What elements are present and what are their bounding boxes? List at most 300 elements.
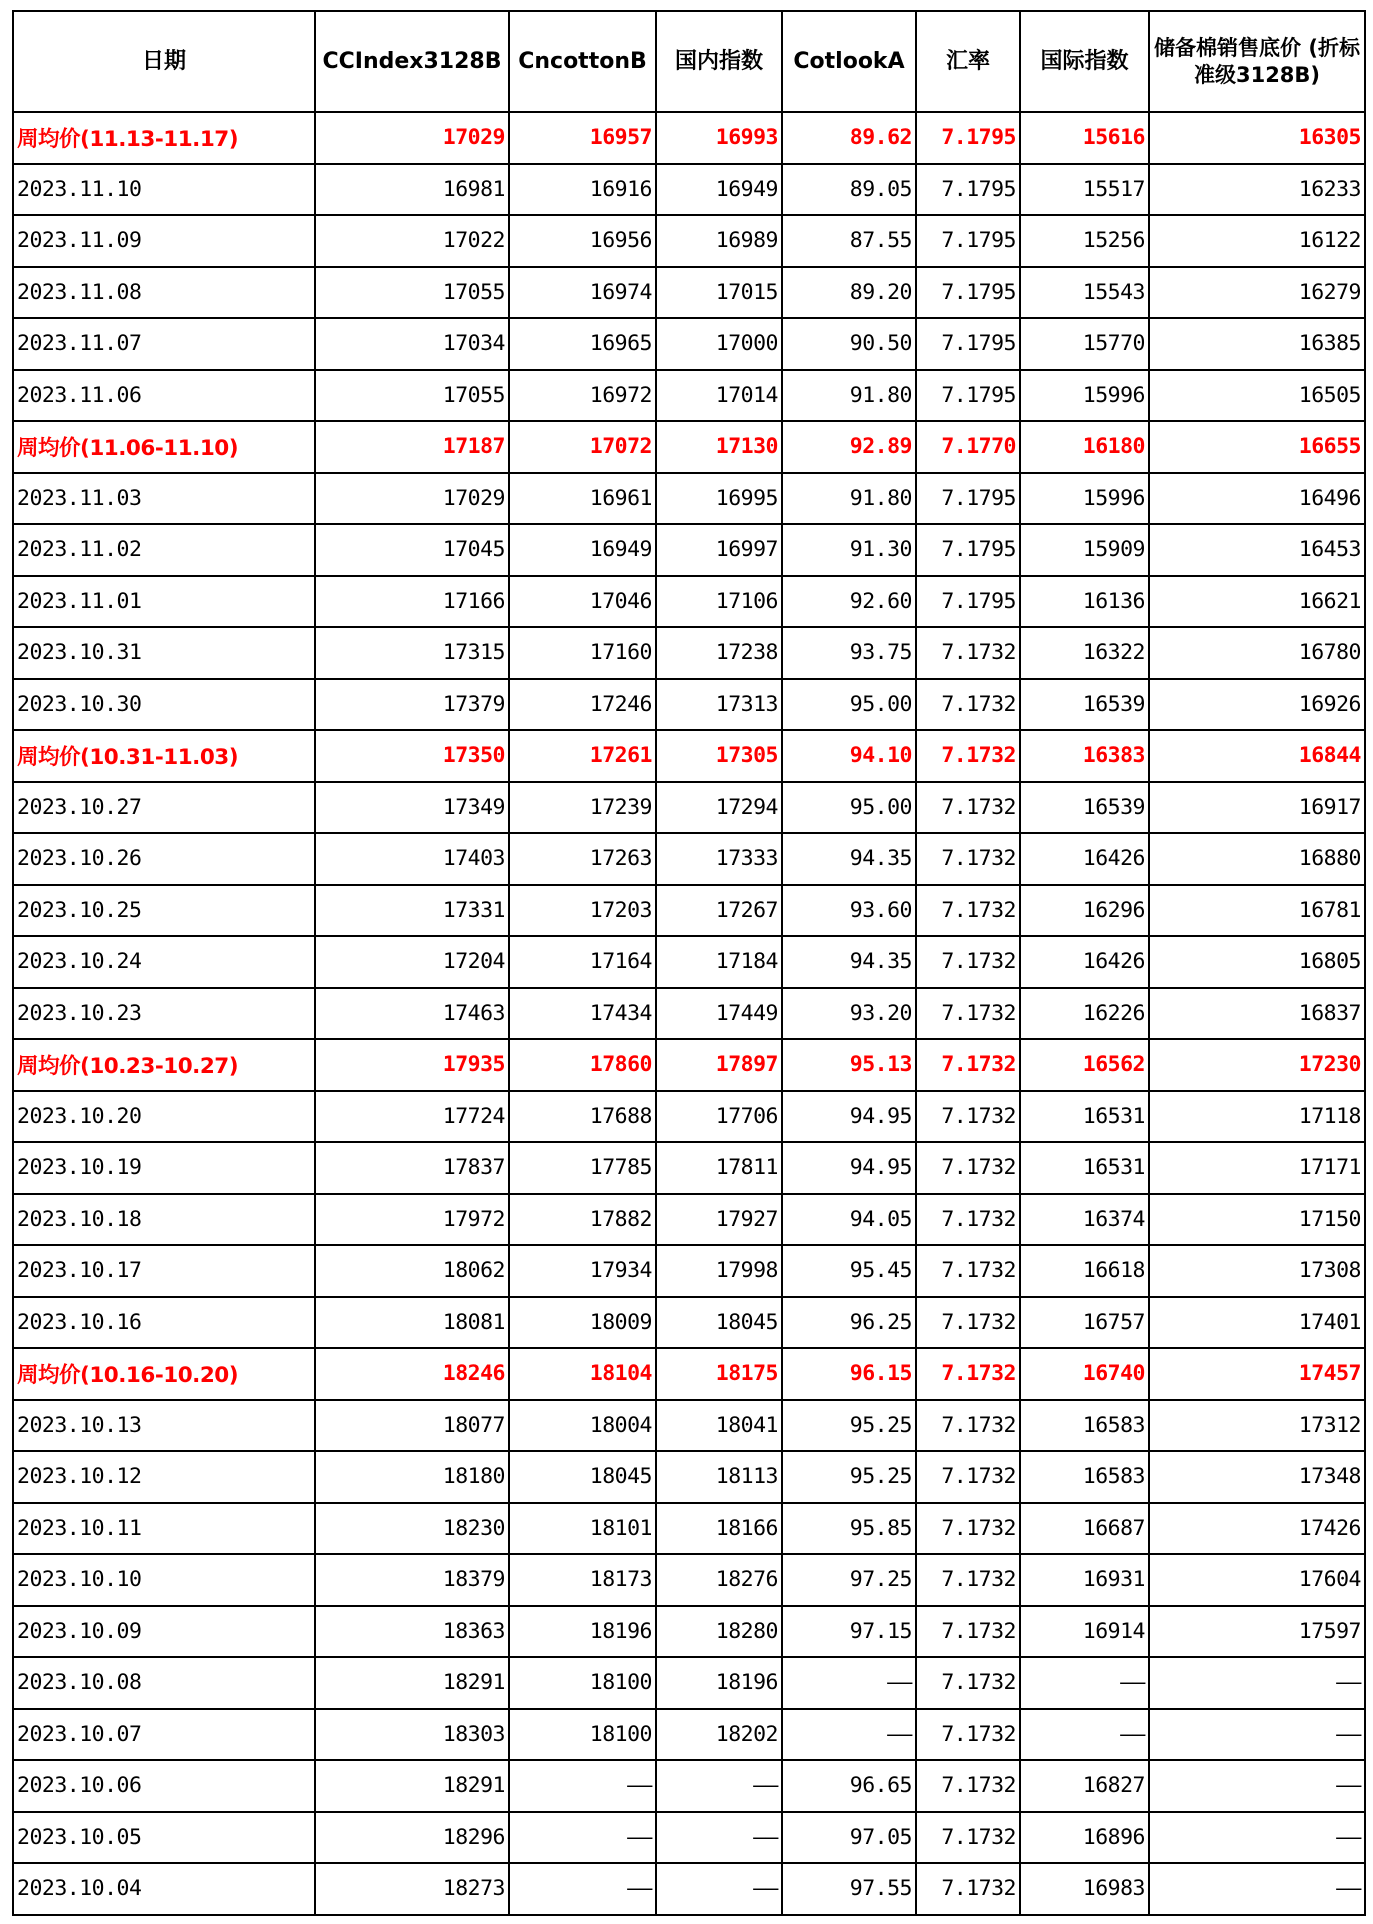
cell-cotlook: 93.60 <box>782 885 916 937</box>
cell-international-index: 16740 <box>1020 1348 1149 1400</box>
cell-date: 2023.10.11 <box>13 1503 315 1555</box>
cell-cncotton: 17934 <box>509 1245 656 1297</box>
cell-domestic-index: 17313 <box>656 679 782 731</box>
table-row <box>13 215 1365 267</box>
cell-cotlook: 94.35 <box>782 833 916 885</box>
cell-cotlook: 92.60 <box>782 576 916 628</box>
cell-cncotton: 17688 <box>509 1091 656 1143</box>
cell-cotlook: 94.10 <box>782 730 916 782</box>
cell-domestic-index: 16997 <box>656 524 782 576</box>
cell-date: 2023.10.16 <box>13 1297 315 1349</box>
cell-ccindex: 18296 <box>315 1812 509 1864</box>
header-reserve-cotton-floor-price: 储备棉销售底价 (折标准级3128B) <box>1149 11 1365 112</box>
cell-cotlook: 95.85 <box>782 1503 916 1555</box>
cell-reserve-floor-price: —— <box>1149 1863 1365 1915</box>
cell-exchange-rate: 7.1732 <box>916 1709 1020 1761</box>
cell-cncotton: 16972 <box>509 370 656 422</box>
table-body <box>13 112 1365 1915</box>
cell-cncotton: 17882 <box>509 1194 656 1246</box>
cell-international-index: 16296 <box>1020 885 1149 937</box>
cell-international-index: 16562 <box>1020 1039 1149 1091</box>
cell-cotlook: 89.62 <box>782 112 916 164</box>
cell-cotlook: 91.80 <box>782 370 916 422</box>
cell-international-index: 16180 <box>1020 421 1149 473</box>
cell-ccindex: 17029 <box>315 473 509 525</box>
cell-cotlook: 97.25 <box>782 1554 916 1606</box>
weekly-average-row <box>13 112 1365 164</box>
cell-cotlook: 89.05 <box>782 164 916 216</box>
cell-international-index: 16539 <box>1020 679 1149 731</box>
cell-cncotton: 16956 <box>509 215 656 267</box>
cell-ccindex: 18081 <box>315 1297 509 1349</box>
header-domestic-index: 国内指数 <box>656 11 782 112</box>
cell-cncotton: 17164 <box>509 936 656 988</box>
cell-date: 2023.11.10 <box>13 164 315 216</box>
cell-domestic-index: 17333 <box>656 833 782 885</box>
cell-exchange-rate: 7.1732 <box>916 1142 1020 1194</box>
cell-date: 2023.10.12 <box>13 1451 315 1503</box>
cell-exchange-rate: 7.1732 <box>916 627 1020 679</box>
cell-exchange-rate: 7.1732 <box>916 1245 1020 1297</box>
cell-ccindex: 17187 <box>315 421 509 473</box>
cell-international-index: 16531 <box>1020 1091 1149 1143</box>
header-ccindex: CCIndex3128B <box>315 11 509 112</box>
header-date: 日期 <box>13 11 315 112</box>
cell-cotlook: —— <box>782 1657 916 1709</box>
cell-date: 2023.11.08 <box>13 267 315 319</box>
cell-domestic-index: 17449 <box>656 988 782 1040</box>
cell-domestic-index: —— <box>656 1760 782 1812</box>
cell-date: 2023.11.07 <box>13 318 315 370</box>
cell-exchange-rate: 7.1732 <box>916 1606 1020 1658</box>
cell-reserve-floor-price: 17312 <box>1149 1400 1365 1452</box>
cell-reserve-floor-price: 16880 <box>1149 833 1365 885</box>
cell-date: 2023.10.07 <box>13 1709 315 1761</box>
cell-cotlook: 92.89 <box>782 421 916 473</box>
cell-ccindex: 18273 <box>315 1863 509 1915</box>
cell-exchange-rate: 7.1795 <box>916 267 1020 319</box>
cell-domestic-index: 18166 <box>656 1503 782 1555</box>
cell-cncotton: 17203 <box>509 885 656 937</box>
cell-domestic-index: 16949 <box>656 164 782 216</box>
cell-reserve-floor-price: 17457 <box>1149 1348 1365 1400</box>
cell-exchange-rate: 7.1732 <box>916 833 1020 885</box>
cell-exchange-rate: 7.1732 <box>916 782 1020 834</box>
cell-domestic-index: 18113 <box>656 1451 782 1503</box>
table-row <box>13 370 1365 422</box>
table-row <box>13 1554 1365 1606</box>
cell-ccindex: 18062 <box>315 1245 509 1297</box>
cell-ccindex: 17463 <box>315 988 509 1040</box>
cell-ccindex: 17045 <box>315 524 509 576</box>
cell-reserve-floor-price: 16496 <box>1149 473 1365 525</box>
cell-international-index: 16374 <box>1020 1194 1149 1246</box>
cell-ccindex: 18077 <box>315 1400 509 1452</box>
cell-date: 2023.10.13 <box>13 1400 315 1452</box>
cell-cotlook: 95.25 <box>782 1451 916 1503</box>
cell-international-index: 16914 <box>1020 1606 1149 1658</box>
cell-cotlook: —— <box>782 1709 916 1761</box>
cell-domestic-index: 16993 <box>656 112 782 164</box>
cell-cotlook: 93.75 <box>782 627 916 679</box>
cell-cncotton: 17072 <box>509 421 656 473</box>
cell-cncotton: 18104 <box>509 1348 656 1400</box>
cell-cotlook: 93.20 <box>782 988 916 1040</box>
cell-domestic-index: 17305 <box>656 730 782 782</box>
cell-reserve-floor-price: 17150 <box>1149 1194 1365 1246</box>
cell-exchange-rate: 7.1732 <box>916 679 1020 731</box>
cell-cotlook: 96.25 <box>782 1297 916 1349</box>
cell-international-index: 16539 <box>1020 782 1149 834</box>
cell-reserve-floor-price: 17348 <box>1149 1451 1365 1503</box>
cell-exchange-rate: 7.1732 <box>916 1400 1020 1452</box>
cell-cncotton: 17785 <box>509 1142 656 1194</box>
cell-ccindex: 17350 <box>315 730 509 782</box>
cell-international-index: 16226 <box>1020 988 1149 1040</box>
cell-domestic-index: 17106 <box>656 576 782 628</box>
cell-domestic-index: 18202 <box>656 1709 782 1761</box>
cell-international-index: 16383 <box>1020 730 1149 782</box>
cell-date: 2023.11.01 <box>13 576 315 628</box>
cell-reserve-floor-price: —— <box>1149 1709 1365 1761</box>
cell-ccindex: 17315 <box>315 627 509 679</box>
cell-cncotton: 17246 <box>509 679 656 731</box>
cell-date: 2023.11.03 <box>13 473 315 525</box>
cell-domestic-index: 18045 <box>656 1297 782 1349</box>
cell-date: 2023.10.05 <box>13 1812 315 1864</box>
cell-ccindex: 18180 <box>315 1451 509 1503</box>
cell-domestic-index: —— <box>656 1863 782 1915</box>
table-row <box>13 1503 1365 1555</box>
cell-international-index: 15996 <box>1020 473 1149 525</box>
cell-international-index: 16426 <box>1020 833 1149 885</box>
cell-international-index: 15770 <box>1020 318 1149 370</box>
cell-reserve-floor-price: —— <box>1149 1657 1365 1709</box>
cell-date: 2023.11.09 <box>13 215 315 267</box>
cell-cncotton: 18100 <box>509 1709 656 1761</box>
cell-cotlook: 94.05 <box>782 1194 916 1246</box>
cell-ccindex: 17724 <box>315 1091 509 1143</box>
cell-ccindex: 17331 <box>315 885 509 937</box>
cell-domestic-index: 17927 <box>656 1194 782 1246</box>
cell-ccindex: 17166 <box>315 576 509 628</box>
cell-date: 周均价(10.23-10.27) <box>13 1039 315 1091</box>
cell-reserve-floor-price: —— <box>1149 1812 1365 1864</box>
cell-exchange-rate: 7.1732 <box>916 988 1020 1040</box>
cell-cncotton: 17239 <box>509 782 656 834</box>
cell-cncotton: 17046 <box>509 576 656 628</box>
cell-cotlook: 91.30 <box>782 524 916 576</box>
cell-reserve-floor-price: 17426 <box>1149 1503 1365 1555</box>
cell-cotlook: 95.13 <box>782 1039 916 1091</box>
cell-exchange-rate: 7.1732 <box>916 1657 1020 1709</box>
cell-date: 周均价(10.31-11.03) <box>13 730 315 782</box>
cell-international-index: 15517 <box>1020 164 1149 216</box>
cell-date: 2023.10.19 <box>13 1142 315 1194</box>
cell-reserve-floor-price: 16805 <box>1149 936 1365 988</box>
cell-domestic-index: 17014 <box>656 370 782 422</box>
cell-reserve-floor-price: 16621 <box>1149 576 1365 628</box>
cell-exchange-rate: 7.1732 <box>916 1503 1020 1555</box>
table-row <box>13 1606 1365 1658</box>
cell-international-index: 16426 <box>1020 936 1149 988</box>
cell-date: 2023.10.27 <box>13 782 315 834</box>
table-row <box>13 318 1365 370</box>
cell-ccindex: 17935 <box>315 1039 509 1091</box>
header-cncotton: CncottonB <box>509 11 656 112</box>
cell-cncotton: 18173 <box>509 1554 656 1606</box>
cell-date: 2023.11.02 <box>13 524 315 576</box>
table-row <box>13 524 1365 576</box>
table-row <box>13 576 1365 628</box>
cell-domestic-index: 17000 <box>656 318 782 370</box>
cell-international-index: 16322 <box>1020 627 1149 679</box>
cell-cncotton: 17263 <box>509 833 656 885</box>
cell-reserve-floor-price: 17230 <box>1149 1039 1365 1091</box>
cell-ccindex: 17837 <box>315 1142 509 1194</box>
cell-ccindex: 17349 <box>315 782 509 834</box>
cell-cncotton: 16916 <box>509 164 656 216</box>
cell-reserve-floor-price: —— <box>1149 1760 1365 1812</box>
table-row <box>13 885 1365 937</box>
cell-international-index: 16757 <box>1020 1297 1149 1349</box>
table-row <box>13 1400 1365 1452</box>
cell-domestic-index: 18276 <box>656 1554 782 1606</box>
cell-cncotton: 16949 <box>509 524 656 576</box>
cell-cotlook: 94.95 <box>782 1091 916 1143</box>
cell-exchange-rate: 7.1732 <box>916 730 1020 782</box>
cell-reserve-floor-price: 16837 <box>1149 988 1365 1040</box>
cell-exchange-rate: 7.1732 <box>916 1194 1020 1246</box>
cell-ccindex: 17972 <box>315 1194 509 1246</box>
cell-cotlook: 90.50 <box>782 318 916 370</box>
cell-reserve-floor-price: 17604 <box>1149 1554 1365 1606</box>
cell-date: 2023.10.17 <box>13 1245 315 1297</box>
cell-reserve-floor-price: 16781 <box>1149 885 1365 937</box>
table-row <box>13 473 1365 525</box>
cell-date: 2023.10.04 <box>13 1863 315 1915</box>
cotton-price-sheet <box>12 10 1364 1916</box>
cell-exchange-rate: 7.1795 <box>916 524 1020 576</box>
cell-cotlook: 96.65 <box>782 1760 916 1812</box>
cell-reserve-floor-price: 16926 <box>1149 679 1365 731</box>
cell-ccindex: 17022 <box>315 215 509 267</box>
cell-domestic-index: 16989 <box>656 215 782 267</box>
table-row <box>13 782 1365 834</box>
cell-date: 2023.10.20 <box>13 1091 315 1143</box>
cell-cncotton: 17860 <box>509 1039 656 1091</box>
cell-cncotton: 18009 <box>509 1297 656 1349</box>
cell-ccindex: 18291 <box>315 1760 509 1812</box>
cell-cncotton: 16961 <box>509 473 656 525</box>
cell-exchange-rate: 7.1732 <box>916 936 1020 988</box>
cell-date: 周均价(11.13-11.17) <box>13 112 315 164</box>
table-row <box>13 1142 1365 1194</box>
cell-cncotton: 16974 <box>509 267 656 319</box>
cell-exchange-rate: 7.1732 <box>916 1091 1020 1143</box>
cell-cncotton: 16965 <box>509 318 656 370</box>
cell-date: 2023.10.30 <box>13 679 315 731</box>
cell-exchange-rate: 7.1795 <box>916 370 1020 422</box>
cell-date: 2023.10.25 <box>13 885 315 937</box>
cell-exchange-rate: 7.1732 <box>916 1297 1020 1349</box>
cell-reserve-floor-price: 16917 <box>1149 782 1365 834</box>
header-international-index: 国际指数 <box>1020 11 1149 112</box>
table-row <box>13 1760 1365 1812</box>
cell-cotlook: 89.20 <box>782 267 916 319</box>
cell-exchange-rate: 7.1732 <box>916 1760 1020 1812</box>
table-row <box>13 1245 1365 1297</box>
table-row <box>13 627 1365 679</box>
cell-date: 2023.10.06 <box>13 1760 315 1812</box>
cell-ccindex: 18303 <box>315 1709 509 1761</box>
cell-reserve-floor-price: 16305 <box>1149 112 1365 164</box>
cell-date: 2023.10.26 <box>13 833 315 885</box>
cell-date: 2023.10.18 <box>13 1194 315 1246</box>
cell-international-index: 16931 <box>1020 1554 1149 1606</box>
cell-ccindex: 18246 <box>315 1348 509 1400</box>
cell-reserve-floor-price: 16453 <box>1149 524 1365 576</box>
table-row <box>13 936 1365 988</box>
cell-ccindex: 17029 <box>315 112 509 164</box>
cell-international-index: 16531 <box>1020 1142 1149 1194</box>
cell-cncotton: 17261 <box>509 730 656 782</box>
cell-exchange-rate: 7.1732 <box>916 885 1020 937</box>
cell-reserve-floor-price: 16233 <box>1149 164 1365 216</box>
cell-cncotton: 18004 <box>509 1400 656 1452</box>
cell-international-index: 16618 <box>1020 1245 1149 1297</box>
cell-reserve-floor-price: 16385 <box>1149 318 1365 370</box>
cell-date: 2023.10.09 <box>13 1606 315 1658</box>
header-exchange-rate: 汇率 <box>916 11 1020 112</box>
cell-cotlook: 95.25 <box>782 1400 916 1452</box>
weekly-average-row <box>13 1039 1365 1091</box>
cell-cncotton: 18101 <box>509 1503 656 1555</box>
cell-cotlook: 95.45 <box>782 1245 916 1297</box>
cell-international-index: —— <box>1020 1709 1149 1761</box>
cell-domestic-index: 17130 <box>656 421 782 473</box>
cell-domestic-index: 18175 <box>656 1348 782 1400</box>
cell-reserve-floor-price: 17171 <box>1149 1142 1365 1194</box>
cell-exchange-rate: 7.1732 <box>916 1348 1020 1400</box>
cell-domestic-index: 17294 <box>656 782 782 834</box>
cell-domestic-index: 17897 <box>656 1039 782 1091</box>
cell-domestic-index: 18280 <box>656 1606 782 1658</box>
cell-date: 2023.10.23 <box>13 988 315 1040</box>
cell-date: 2023.10.24 <box>13 936 315 988</box>
cell-reserve-floor-price: 16655 <box>1149 421 1365 473</box>
cell-cotlook: 94.95 <box>782 1142 916 1194</box>
cell-international-index: 15996 <box>1020 370 1149 422</box>
cell-ccindex: 18291 <box>315 1657 509 1709</box>
cell-international-index: 16827 <box>1020 1760 1149 1812</box>
table-row <box>13 1709 1365 1761</box>
cell-exchange-rate: 7.1732 <box>916 1863 1020 1915</box>
table-row <box>13 1297 1365 1349</box>
cell-ccindex: 18230 <box>315 1503 509 1555</box>
cell-domestic-index: 17267 <box>656 885 782 937</box>
table-row <box>13 1812 1365 1864</box>
cell-ccindex: 18379 <box>315 1554 509 1606</box>
table-header <box>13 11 1365 112</box>
cell-international-index: 16983 <box>1020 1863 1149 1915</box>
table-row <box>13 164 1365 216</box>
cell-exchange-rate: 7.1795 <box>916 318 1020 370</box>
cell-exchange-rate: 7.1795 <box>916 576 1020 628</box>
cell-exchange-rate: 7.1795 <box>916 164 1020 216</box>
cell-exchange-rate: 7.1732 <box>916 1039 1020 1091</box>
cell-international-index: 16687 <box>1020 1503 1149 1555</box>
table-row <box>13 988 1365 1040</box>
cell-date: 周均价(10.16-10.20) <box>13 1348 315 1400</box>
cell-international-index: 16136 <box>1020 576 1149 628</box>
cell-reserve-floor-price: 16122 <box>1149 215 1365 267</box>
header-row <box>13 11 1365 112</box>
cell-domestic-index: —— <box>656 1812 782 1864</box>
table-row <box>13 833 1365 885</box>
cell-cotlook: 95.00 <box>782 679 916 731</box>
cell-cncotton: 18045 <box>509 1451 656 1503</box>
cell-reserve-floor-price: 17308 <box>1149 1245 1365 1297</box>
cell-exchange-rate: 7.1795 <box>916 112 1020 164</box>
cell-exchange-rate: 7.1795 <box>916 215 1020 267</box>
cell-international-index: 15256 <box>1020 215 1149 267</box>
cell-exchange-rate: 7.1732 <box>916 1554 1020 1606</box>
table-row <box>13 679 1365 731</box>
header-cotlook: CotlookA <box>782 11 916 112</box>
cell-exchange-rate: 7.1732 <box>916 1451 1020 1503</box>
cell-international-index: —— <box>1020 1657 1149 1709</box>
cell-ccindex: 17055 <box>315 370 509 422</box>
cell-domestic-index: 18041 <box>656 1400 782 1452</box>
cell-reserve-floor-price: 16279 <box>1149 267 1365 319</box>
cell-ccindex: 18363 <box>315 1606 509 1658</box>
cell-cncotton: —— <box>509 1863 656 1915</box>
cell-domestic-index: 18196 <box>656 1657 782 1709</box>
table-row <box>13 1091 1365 1143</box>
cell-ccindex: 17034 <box>315 318 509 370</box>
cell-cotlook: 91.80 <box>782 473 916 525</box>
cell-cncotton: 17434 <box>509 988 656 1040</box>
weekly-average-row <box>13 730 1365 782</box>
cell-international-index: 15909 <box>1020 524 1149 576</box>
cell-ccindex: 17055 <box>315 267 509 319</box>
cell-domestic-index: 17811 <box>656 1142 782 1194</box>
cell-international-index: 16583 <box>1020 1400 1149 1452</box>
cell-cncotton: 18100 <box>509 1657 656 1709</box>
cell-cncotton: 17160 <box>509 627 656 679</box>
cotton-price-table <box>12 10 1366 1916</box>
cell-international-index: 15543 <box>1020 267 1149 319</box>
cell-cotlook: 95.00 <box>782 782 916 834</box>
cell-cncotton: —— <box>509 1760 656 1812</box>
cell-cotlook: 97.15 <box>782 1606 916 1658</box>
cell-cotlook: 94.35 <box>782 936 916 988</box>
cell-date: 2023.11.06 <box>13 370 315 422</box>
cell-reserve-floor-price: 16844 <box>1149 730 1365 782</box>
cell-cotlook: 87.55 <box>782 215 916 267</box>
cell-reserve-floor-price: 17118 <box>1149 1091 1365 1143</box>
cell-international-index: 15616 <box>1020 112 1149 164</box>
table-row <box>13 1451 1365 1503</box>
cell-date: 周均价(11.06-11.10) <box>13 421 315 473</box>
cell-ccindex: 17204 <box>315 936 509 988</box>
table-row <box>13 267 1365 319</box>
cell-domestic-index: 16995 <box>656 473 782 525</box>
cell-reserve-floor-price: 16780 <box>1149 627 1365 679</box>
cell-international-index: 16583 <box>1020 1451 1149 1503</box>
cell-exchange-rate: 7.1732 <box>916 1812 1020 1864</box>
